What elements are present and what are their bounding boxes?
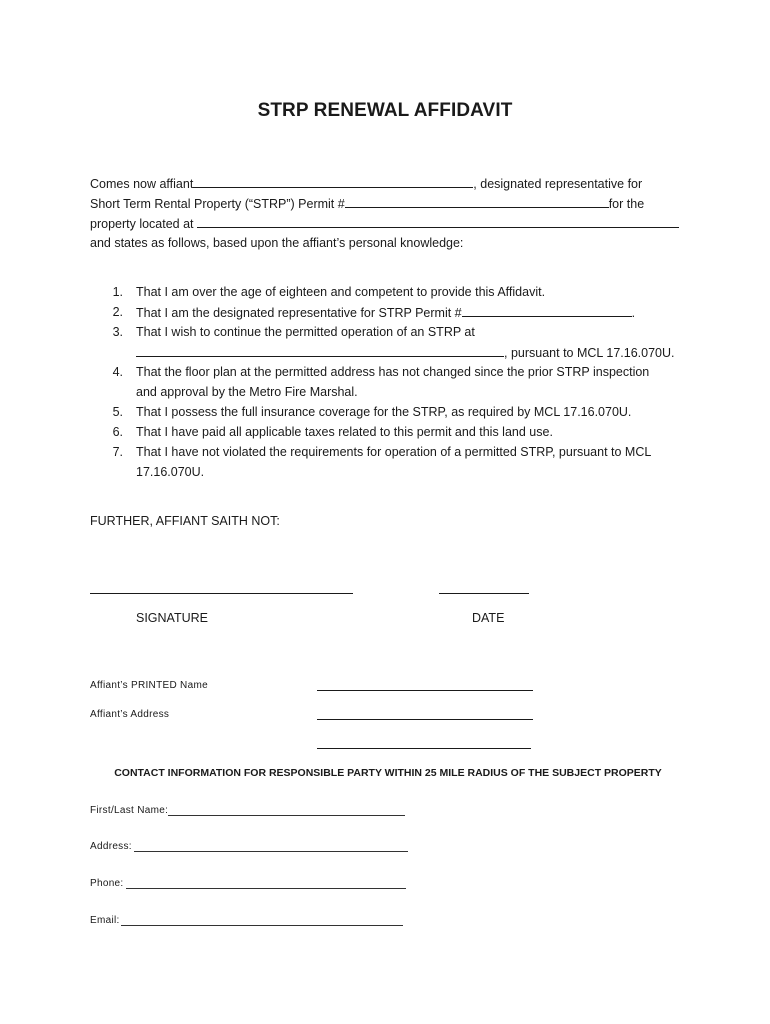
- contact-phone-row: [90, 878, 124, 889]
- item-3-text: That I wish to continue the permitted operation of an STRP at: [136, 325, 475, 339]
- intro-affiant-label: Comes now affiant: [90, 177, 194, 191]
- item-5-text: That I possess the full insurance coverage for the STRP, as required by MCL 17.16.070U.: [136, 405, 632, 419]
- signature-line[interactable]: [90, 593, 353, 594]
- item-5-number: 5.: [112, 405, 123, 419]
- item-4-text: That the floor plan at the permitted address has not changed since the prior STRP inspection: [136, 365, 650, 379]
- intro-line-4: and states as follows, based upon the affiant’s personal knowledge:: [90, 236, 464, 250]
- intro-designated-label: , designated representative for: [473, 177, 643, 191]
- contact-name-row: [90, 805, 168, 816]
- item-7-continuation: 17.16.070U.: [136, 465, 205, 479]
- intro-line-1: [90, 176, 642, 191]
- item-2-period: .: [631, 306, 636, 320]
- item-3-continuation: [136, 345, 674, 360]
- item-2-label: That I am the designated representative for STRP Permit #: [136, 306, 462, 320]
- date-label: DATE: [472, 611, 505, 625]
- printed-name-label: Affiant’s PRINTED Name: [90, 680, 208, 691]
- item-6-number: 6.: [112, 425, 123, 439]
- printed-name-line[interactable]: [317, 690, 533, 691]
- contact-email-line[interactable]: [121, 925, 403, 926]
- contact-address-line[interactable]: [134, 851, 408, 852]
- affiant-name-blank[interactable]: [193, 176, 473, 188]
- contact-address-row: [90, 841, 132, 852]
- item-4-continuation: and approval by the Metro Fire Marshal.: [136, 385, 358, 399]
- item-2-text: [136, 305, 635, 320]
- item-2-number: 2.: [112, 305, 123, 319]
- strp-address-blank[interactable]: [136, 345, 504, 357]
- affiant-address-line-2[interactable]: [317, 748, 531, 749]
- contact-address-label: Address:: [90, 841, 132, 852]
- item-6-text: That I have paid all applicable taxes related to this permit and this land use.: [136, 425, 553, 439]
- intro-line-3: [90, 216, 679, 231]
- item-3-mcl: , pursuant to MCL 17.16.070U.: [504, 346, 675, 360]
- contact-email-row: [90, 915, 120, 926]
- affiant-address-line-1[interactable]: [317, 719, 533, 720]
- signature-label: SIGNATURE: [136, 611, 208, 625]
- item-1-number: 1.: [112, 285, 123, 299]
- document-title: STRP RENEWAL AFFIDAVIT: [257, 100, 513, 121]
- contact-phone-line[interactable]: [126, 888, 406, 889]
- intro-property-label: property located at: [90, 217, 194, 231]
- representative-permit-blank[interactable]: [462, 305, 632, 317]
- item-1-text: That I am over the age of eighteen and competent to provide this Affidavit.: [136, 285, 546, 299]
- item-7-text: That I have not violated the requirements for operation of a permitted STRP, pursuant to MCL: [136, 445, 652, 459]
- date-line[interactable]: [439, 593, 529, 594]
- permit-number-blank[interactable]: [345, 196, 609, 208]
- affiant-address-label: Affiant’s Address: [90, 709, 170, 720]
- contact-name-line[interactable]: [168, 815, 405, 816]
- item-3-number: 3.: [112, 325, 123, 339]
- item-4-number: 4.: [112, 365, 123, 379]
- contact-heading: CONTACT INFORMATION FOR RESPONSIBLE PARTY WITHIN 25 MILE RADIUS OF THE SUBJECT PROPERTY: [114, 767, 662, 779]
- intro-permit-label: Short Term Rental Property (“STRP”) Permit #: [90, 197, 345, 211]
- further-statement: FURTHER, AFFIANT SAITH NOT:: [90, 514, 280, 528]
- contact-name-label: First/Last Name:: [90, 805, 169, 816]
- contact-phone-label: Phone:: [90, 878, 124, 889]
- item-7-number: 7.: [112, 445, 123, 459]
- contact-email-label: Email:: [90, 915, 120, 926]
- intro-for-the-label: for the: [608, 197, 645, 211]
- property-address-blank[interactable]: [197, 216, 679, 228]
- intro-line-2: [90, 196, 644, 211]
